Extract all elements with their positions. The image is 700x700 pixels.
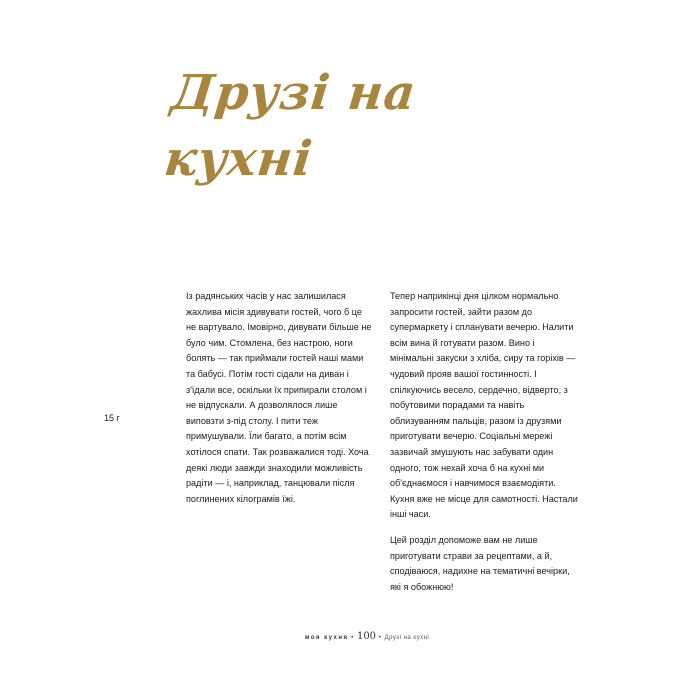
side-note: 15 г	[104, 413, 120, 423]
footer-separator: •	[351, 635, 355, 641]
footer-separator: •	[378, 635, 382, 641]
right-column	[390, 289, 580, 605]
paragraph: Із радянських часів у нас залишилася жахлива місія здивувати гостей, чого б це не вартувало. Імовірно, дивувати більше не було чим. Стомлена, без настрою, ноги болять — так приймали гостей наші мами та бабусі. Потім гості сідали на диван і з'їдали все, оскільки їх припирали столом і не відпускали. А дозволялося лише виповзти з-під столу. І пити теж примушували. Їли багато, а потім всім хотілося спати. Так розважалися тоді. Хоча деякі люди завжди знаходили можливість радіти — і, наприклад, танцювали після поглинених кілограмів їжі.	[186, 291, 372, 504]
page-number: 100	[356, 631, 377, 642]
section-name: Друзі на кухні	[384, 635, 430, 641]
paragraph: Цей розділ допоможе вам не лише приготувати страви за рецептами, а й, сподіваюся, надихне на тематичні вечірки, які я обожнюю!	[390, 534, 570, 592]
paragraph: Тепер наприкінці дня цілком нормально запросити гостей, зайти разом до супермаркету і спланувати вечерю. Налити всім вина й готувати разом. Вино і мінімальні закуски з хліба, сиру та горіхів — чудовий прояв вашої гостинності. І спілкуючись весело, сердечно, відверто, з побутовими порадами та навіть облизуванням пальців, разом із друзями приготувати вечерю. Соціальні мережі зазвичай змушують нас забувати один одного, тож нехай хоча б на кухні ми об'єднаємося і навчимося взаємодіяти. Кухня вже не місце для самотності. Настали інші часи.	[390, 291, 578, 520]
magazine-name: моя кухня	[305, 635, 349, 641]
section-title	[161, 60, 445, 192]
page-footer	[305, 631, 429, 642]
left-column	[186, 289, 374, 517]
section-title-line1: Друзі на	[168, 65, 420, 121]
section-title-line2: кухні	[161, 131, 316, 187]
